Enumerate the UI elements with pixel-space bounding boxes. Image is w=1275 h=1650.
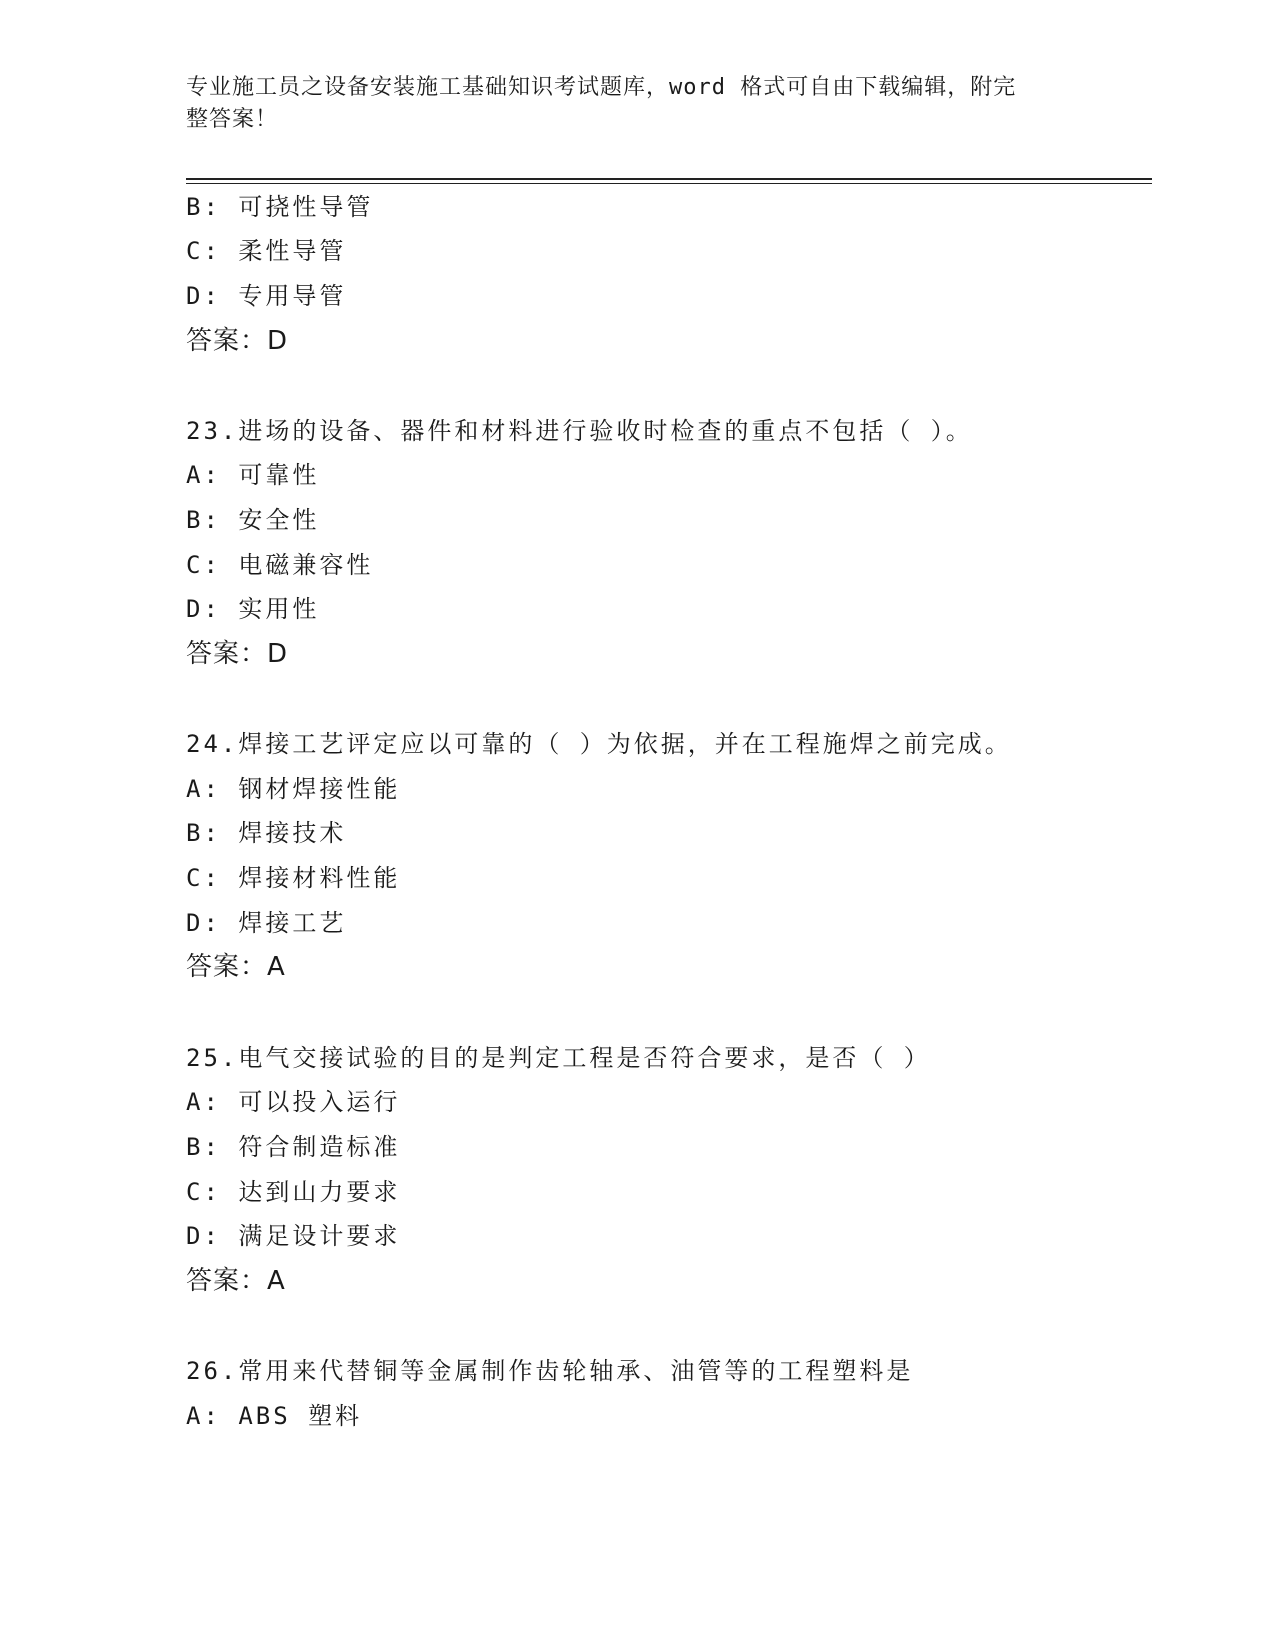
- option-a: A: 可以投入运行: [186, 1088, 401, 1116]
- option-c: C: 柔性导管: [186, 237, 347, 265]
- option-c: C: 达到山力要求: [186, 1178, 401, 1206]
- question-stem: 25.电气交接试验的目的是判定工程是否符合要求，是否（ ）: [186, 1044, 931, 1072]
- answer-line: 答案：A: [186, 1266, 286, 1296]
- option-b: B: 可挠性导管: [186, 193, 374, 221]
- option-b: B: 安全性: [186, 506, 320, 534]
- option-d: D: 专用导管: [186, 282, 347, 310]
- option-d: D: 焊接工艺: [186, 909, 347, 937]
- option-a: A: ABS 塑料: [186, 1402, 363, 1430]
- option-c: C: 焊接材料性能: [186, 864, 401, 892]
- header-line-1: 专业施工员之设备安装施工基础知识考试题库，word 格式可自由下载编辑，附完: [186, 75, 1017, 100]
- option-d: D: 实用性: [186, 595, 320, 623]
- answer-line: 答案：A: [186, 952, 286, 982]
- question-stem: 23.进场的设备、器件和材料进行验收时检查的重点不包括（ ）。: [186, 417, 973, 445]
- answer-line: 答案：D: [186, 639, 289, 669]
- option-a: A: 钢材焊接性能: [186, 775, 401, 803]
- header-divider: [186, 178, 1152, 180]
- option-b: B: 符合制造标准: [186, 1133, 401, 1161]
- header-line-2: 整答案！: [186, 107, 279, 132]
- header-divider-thin: [186, 183, 1152, 184]
- option-d: D: 满足设计要求: [186, 1222, 401, 1250]
- answer-line: 答案：D: [186, 326, 289, 356]
- option-c: C: 电磁兼容性: [186, 551, 374, 579]
- option-a: A: 可靠性: [186, 461, 320, 489]
- question-stem: 26.常用来代替铜等金属制作齿轮轴承、油管等的工程塑料是: [186, 1357, 914, 1385]
- document-header: [186, 72, 1066, 136]
- question-stem: 24.焊接工艺评定应以可靠的（ ）为依据，并在工程施焊之前完成。: [186, 730, 1012, 758]
- option-b: B: 焊接技术: [186, 819, 347, 847]
